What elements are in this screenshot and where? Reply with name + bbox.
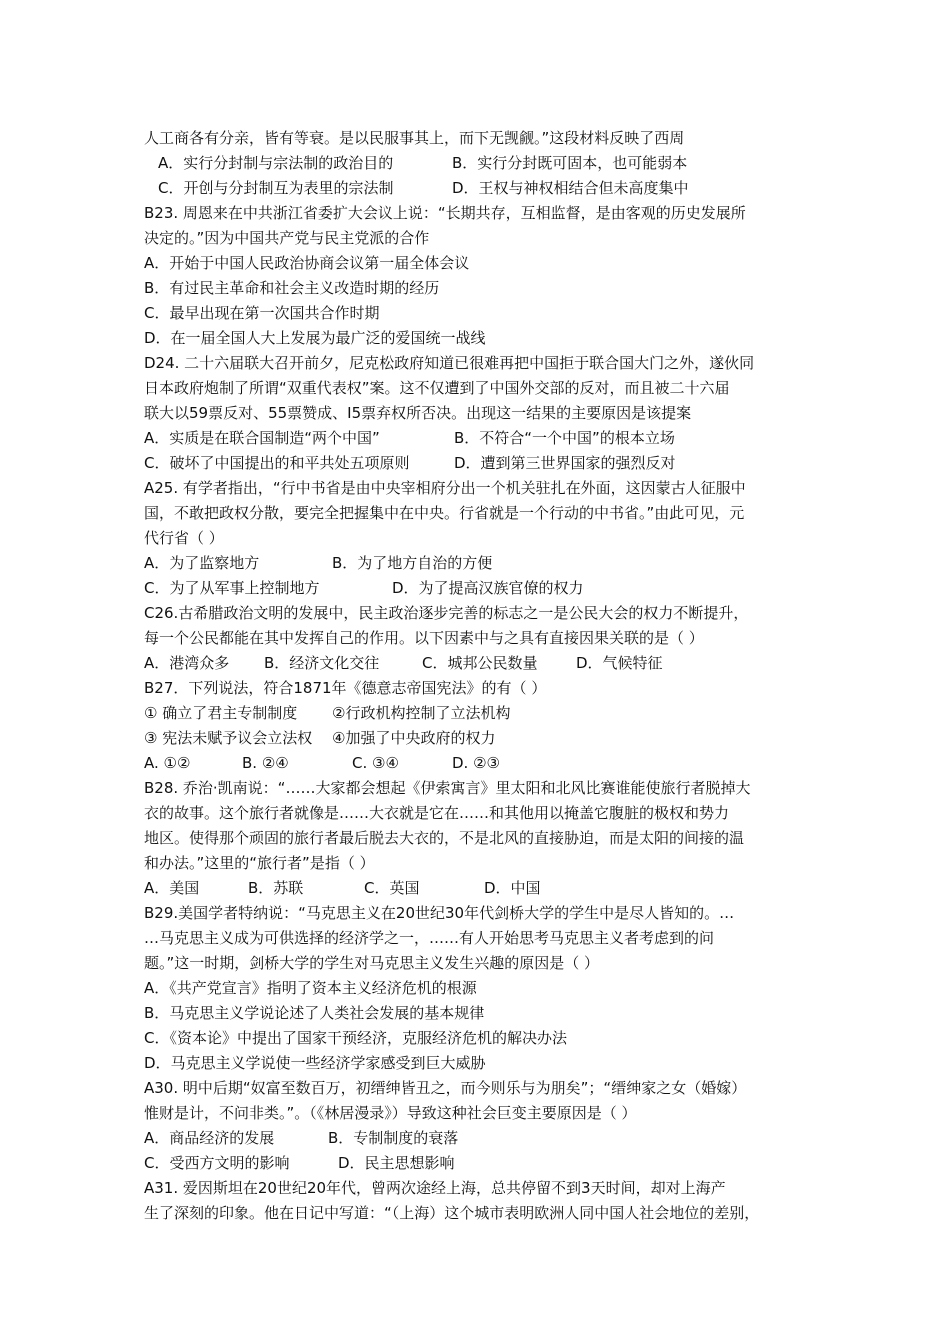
q29-stem-line: …马克思主义成为可供选择的经济学之一，……有人开始思考马克思主义者考虑到的问 bbox=[144, 929, 715, 947]
q24-stem-line: D24. 二十六届联大召开前夕，尼克松政府知道已很难再把中国拒于联合国大门之外，遂伙同 bbox=[144, 354, 755, 372]
q25-option-d: D．为了提高汉族官僚的权力 bbox=[392, 579, 584, 597]
q24-option-d: D．遭到第三世界国家的强烈反对 bbox=[454, 454, 676, 472]
q29-stem-line: B29.美国学者特纳说：“马克思主义在20世纪30年代剑桥大学的学生中是尽人皆知的。… bbox=[144, 904, 735, 922]
q23-option-d: D．在一届全国人大上发展为最广泛的爱国统一战线 bbox=[144, 329, 486, 347]
q24-option-a: A．实质是在联合国制造“两个中国” bbox=[144, 429, 380, 447]
q30-stem-line: A30. 明中后期“奴富至数百万，初缙绅皆丑之，而今则乐与为朋矣”；“缙绅家之女（婚嫁） bbox=[144, 1079, 747, 1097]
q22-stem-line: 人工商各有分亲，皆有等衰。是以民服事其上，而下无觊觎。”这段材料反映了西周 bbox=[144, 129, 685, 147]
q25-options-row bbox=[144, 551, 824, 576]
q27-option-b: B. ②④ bbox=[242, 754, 289, 772]
q30-stem-line: 惟财是计，不问非类。”。（《林居漫录》）导致这种社会巨变主要原因是（ ） bbox=[144, 1104, 637, 1122]
q25-options-row bbox=[144, 576, 824, 601]
q23-stem-line: 决定的。”因为中国共产党与民主党派的合作 bbox=[144, 229, 430, 247]
q26-stem-line: 每一个公民都能在其中发挥自己的作用。以下因素中与之具有直接因果关联的是（ ） bbox=[144, 629, 704, 647]
q23-option-c: C．最早出现在第一次国共合作时期 bbox=[144, 304, 380, 322]
q27-stem-line: B27．下列说法，符合1871年《德意志帝国宪法》的有（ ） bbox=[144, 679, 547, 697]
q27-item-2: ②行政机构控制了立法机构 bbox=[332, 704, 511, 722]
q22-option-d: D．王权与神权相结合但未高度集中 bbox=[452, 179, 689, 197]
q23-stem-line: B23. 周恩来在中共浙江省委扩大会议上说：“长期共存，互相监督，是由客观的历史发展所 bbox=[144, 204, 746, 222]
question-content bbox=[144, 126, 824, 1226]
q27-item-4: ④加强了中央政府的权力 bbox=[332, 729, 496, 747]
q28-options-row bbox=[144, 876, 824, 901]
q31-stem-line: 生了深刻的印象。他在日记中写道：“（上海）这个城市表明欧洲人同中国人社会地位的差别， bbox=[144, 1204, 760, 1222]
q29-stem-line: 题。”这一时期，剑桥大学的学生对马克思主义发生兴趣的原因是（ ） bbox=[144, 954, 600, 972]
q29-option-c: C．《资本论》中提出了国家干预经济，克服经济危机的解决办法 bbox=[144, 1029, 567, 1047]
q25-option-b: B．为了地方自治的方便 bbox=[332, 554, 493, 572]
q25-option-c: C．为了从军事上控制地方 bbox=[144, 579, 320, 597]
q30-option-c: C．受西方文明的影响 bbox=[144, 1154, 290, 1172]
q27-items-row bbox=[144, 726, 824, 751]
q28-stem-line: B28. 乔治·凯南说：“……大家都会想起《伊索寓言》里太阳和北风比赛谁能使旅行者脱掉大 bbox=[144, 779, 751, 797]
q29-option-b: B．马克思主义学说论述了人类社会发展的基本规律 bbox=[144, 1004, 485, 1022]
q26-option-c: C．城邦公民数量 bbox=[422, 654, 538, 672]
q27-options-row bbox=[144, 751, 824, 776]
q22-option-b: B．实行分封既可固本，也可能弱本 bbox=[452, 154, 688, 172]
q29-option-a: A．《共产党宣言》指明了资本主义经济危机的根源 bbox=[144, 979, 477, 997]
q22-options-row bbox=[144, 151, 824, 176]
q24-options-row bbox=[144, 426, 824, 451]
q27-option-c: C. ③④ bbox=[352, 754, 399, 772]
q22-options-row bbox=[144, 176, 824, 201]
q24-option-b: B．不符合“一个中国”的根本立场 bbox=[454, 429, 675, 447]
q24-options-row bbox=[144, 451, 824, 476]
q30-option-b: B．专制制度的衰落 bbox=[328, 1129, 459, 1147]
q30-option-d: D．民主思想影响 bbox=[338, 1154, 455, 1172]
q28-option-c: C．英国 bbox=[364, 879, 420, 897]
q28-stem-line: 地区。使得那个顽固的旅行者最后脱去大衣的，不是北风的直接胁迫，而是太阳的间接的温 bbox=[144, 829, 745, 847]
q22-option-a: A．实行分封制与宗法制的政治目的 bbox=[158, 154, 394, 172]
q23-option-a: A．开始于中国人民政治协商会议第一届全体会议 bbox=[144, 254, 470, 272]
q24-option-c: C．破坏了中国提出的和平共处五项原则 bbox=[144, 454, 410, 472]
q31-stem-line: A31. 爱因斯坦在20世纪20年代，曾两次途经上海，总共停留不到3天时间，却对上海产 bbox=[144, 1179, 726, 1197]
q26-option-b: B．经济文化交往 bbox=[264, 654, 380, 672]
q25-stem-line: 国，不敢把政权分散，要完全把握集中在中央。行省就是一个行动的中书省。”由此可见，元 bbox=[144, 504, 745, 522]
q28-stem-line: 和办法。”这里的“旅行者”是指（ ） bbox=[144, 854, 375, 872]
q30-options-row bbox=[144, 1151, 824, 1176]
q25-option-a: A．为了监察地方 bbox=[144, 554, 260, 572]
q27-option-a: A. ①② bbox=[144, 754, 191, 772]
q22-option-c: C．开创与分封制互为表里的宗法制 bbox=[158, 179, 394, 197]
q25-stem-line: A25. 有学者指出，“行中书省是由中央宰相府分出一个机关驻扎在外面，这因蒙古人征服中 bbox=[144, 479, 746, 497]
q23-option-b: B．有过民主革命和社会主义改造时期的经历 bbox=[144, 279, 440, 297]
q24-stem-line: 日本政府炮制了所谓“双重代表权”案。这不仅遭到了中国外交部的反对，而且被二十六届 bbox=[144, 379, 730, 397]
q30-option-a: A．商品经济的发展 bbox=[144, 1129, 275, 1147]
q28-option-a: A．美国 bbox=[144, 879, 200, 897]
q28-option-d: D．中国 bbox=[484, 879, 541, 897]
q26-options-row bbox=[144, 651, 824, 676]
q26-option-d: D．气候特征 bbox=[576, 654, 663, 672]
q25-stem-line: 代行省（ ） bbox=[144, 529, 224, 547]
q26-stem-line: C26.古希腊政治文明的发展中，民主政治逐步完善的标志之一是公民大会的权力不断提升， bbox=[144, 604, 749, 622]
q27-items-row bbox=[144, 701, 824, 726]
q27-item-1: ① 确立了君主专制制度 bbox=[144, 704, 298, 722]
q24-stem-line: 联大以59票反对、55票赞成、I5票弃权所否决。出现这一结果的主要原因是该提案 bbox=[144, 404, 692, 422]
q28-stem-line: 衣的故事。这个旅行者就像是……大衣就是它在……和其他用以掩盖它腹脏的极权和势力 bbox=[144, 804, 730, 822]
q30-options-row bbox=[144, 1126, 824, 1151]
q27-item-3: ③ 宪法未赋予议会立法权 bbox=[144, 729, 313, 747]
q29-option-d: D．马克思主义学说使一些经济学家感受到巨大威胁 bbox=[144, 1054, 486, 1072]
q28-option-b: B．苏联 bbox=[248, 879, 304, 897]
q27-option-d: D. ②③ bbox=[452, 754, 500, 772]
q26-option-a: A．港湾众多 bbox=[144, 654, 230, 672]
